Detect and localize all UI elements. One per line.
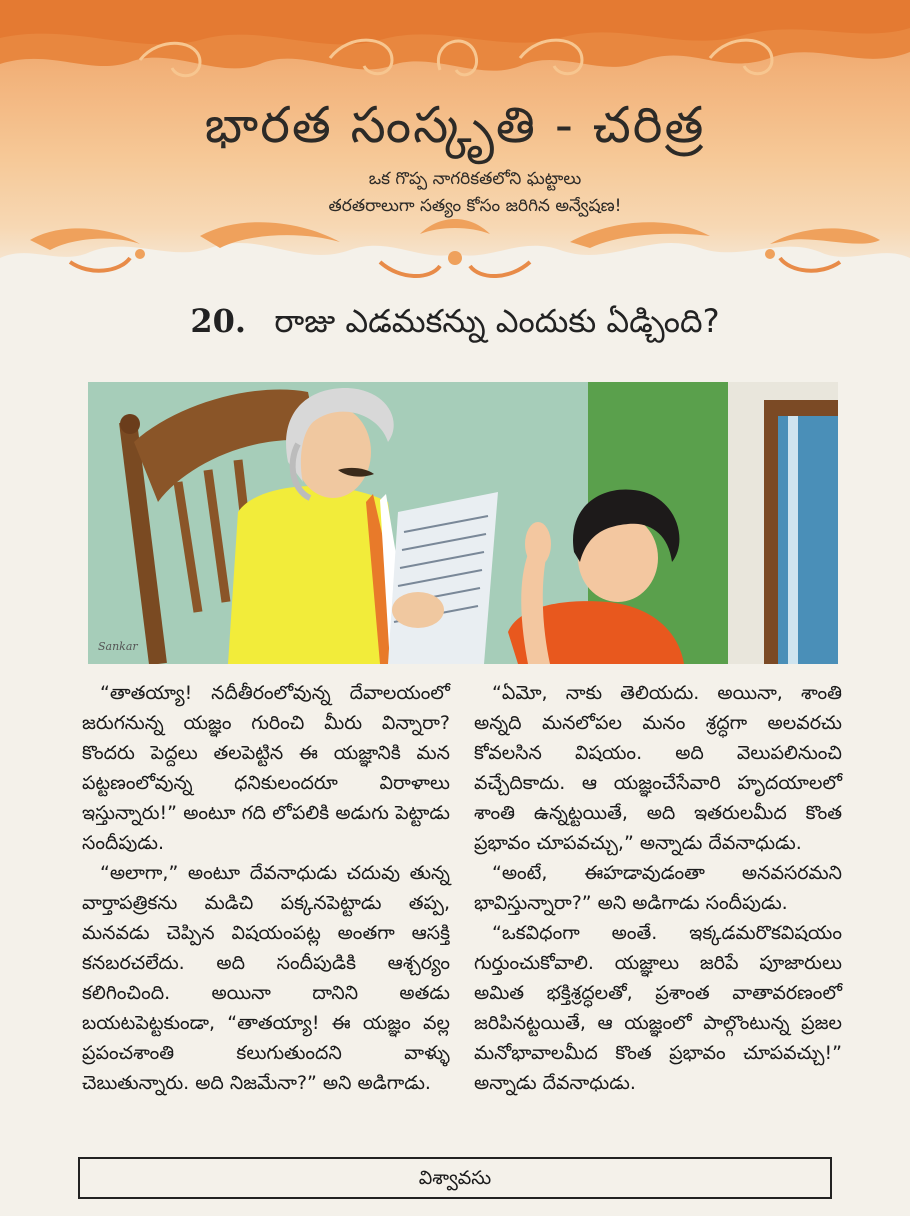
chapter-heading bbox=[0, 302, 910, 348]
story-illustration bbox=[88, 382, 838, 664]
artist-signature: Sankar bbox=[98, 640, 138, 653]
grandfather-and-boy-icon bbox=[88, 382, 838, 664]
paragraph: “అంటే, ఈహడావుడంతా అనవసరమని భావిస్తున్నారా?” అని అడిగాడు సందీపుడు. bbox=[474, 862, 842, 914]
author-footer-box bbox=[78, 1157, 832, 1199]
series-title: భారత సంస్కృతి - చరిత్ర bbox=[204, 96, 706, 154]
series-subtitle-line-1: ఒక గొప్ప నాగరికతలోని ఘట్టాలు bbox=[368, 169, 582, 189]
chapter-title: రాజు ఎడమకన్ను ఎందుకు ఏడ్చింది? bbox=[274, 302, 720, 340]
paragraph: “ఒకవిధంగా అంతే. ఇక్కడమరొకవిషయం గుర్తుంచుకోవాలి. యజ్ఞాలు జరిపే పూజారులు అమిత భక్తిశ్రద్ధలతో, ప్రశాంత వాతావరణంలో జరిపినట్టయితే, ఆ యజ్ఞంలో పాల్గొంటున్న ప్రజల మనోభావాలమీద కొంత ప్రభావం చూపవచ్చు!” అన్నాడు దేవనాధుడు. bbox=[474, 922, 842, 1094]
author-name: విశ్వావసు bbox=[418, 1167, 492, 1189]
paragraph: “ఏమో, నాకు తెలియదు. అయినా, శాంతి అన్నది మనలోపల మనం శ్రద్ధగా అలవరచు కోవలసిన విషయం. అది వెలుపలినుంచి వచ్చేదికాదు. ఆ యజ్ఞంచేసేవారి హృదయాలలో శాంతి ఉన్నట్టయితే, అది ఇతరులమీద కొంత ప్రభావం చూపవచ్చు,” అన్నాడు దేవనాధుడు. bbox=[474, 682, 842, 854]
paragraph: “అలాగా,” అంటూ దేవనాధుడు చదువు తున్న వార్తాపత్రికను మడిచి పక్కనపెట్టాడు తప్ప, మనవడు చెప్పిన విషయంపట్ల అంతగా ఆసక్తి కనబరచలేదు. అది సందీపుడికి ఆశ్చర్యం కలిగించింది. అయినా దానిని అతడు బయటపెట్టకుండా, “తాతయ్యా! ఈ యజ్ఞం వల్ల ప్రపంచశాంతి కలుగుతుందని వాళ్ళు చెబుతున్నారు. అది నిజమేనా?” అని అడిగాడు. bbox=[82, 862, 450, 1094]
decorative-header-banner bbox=[0, 0, 910, 292]
story-column-right bbox=[474, 678, 842, 1098]
story-column-left bbox=[82, 678, 450, 1098]
paragraph: “తాతయ్యా! నదీతీరంలోవున్న దేవాలయంలో జరుగనున్న యజ్ఞం గురించి మీరు విన్నారా? కొందరు పెద్దలు తలపెట్టిన ఈ యజ్ఞానికి మన పట్టణంలోవున్న ధనికులందరూ విరాళాలు ఇస్తున్నారు!” అంటూ గది లోపలికి అడుగు పెట్టాడు సందీపుడు. bbox=[82, 682, 450, 854]
chapter-number: 20. bbox=[190, 302, 247, 340]
series-subtitle-line-2: తరతరాలుగా సత్యం కోసం జరిగిన అన్వేషణ! bbox=[328, 196, 622, 216]
